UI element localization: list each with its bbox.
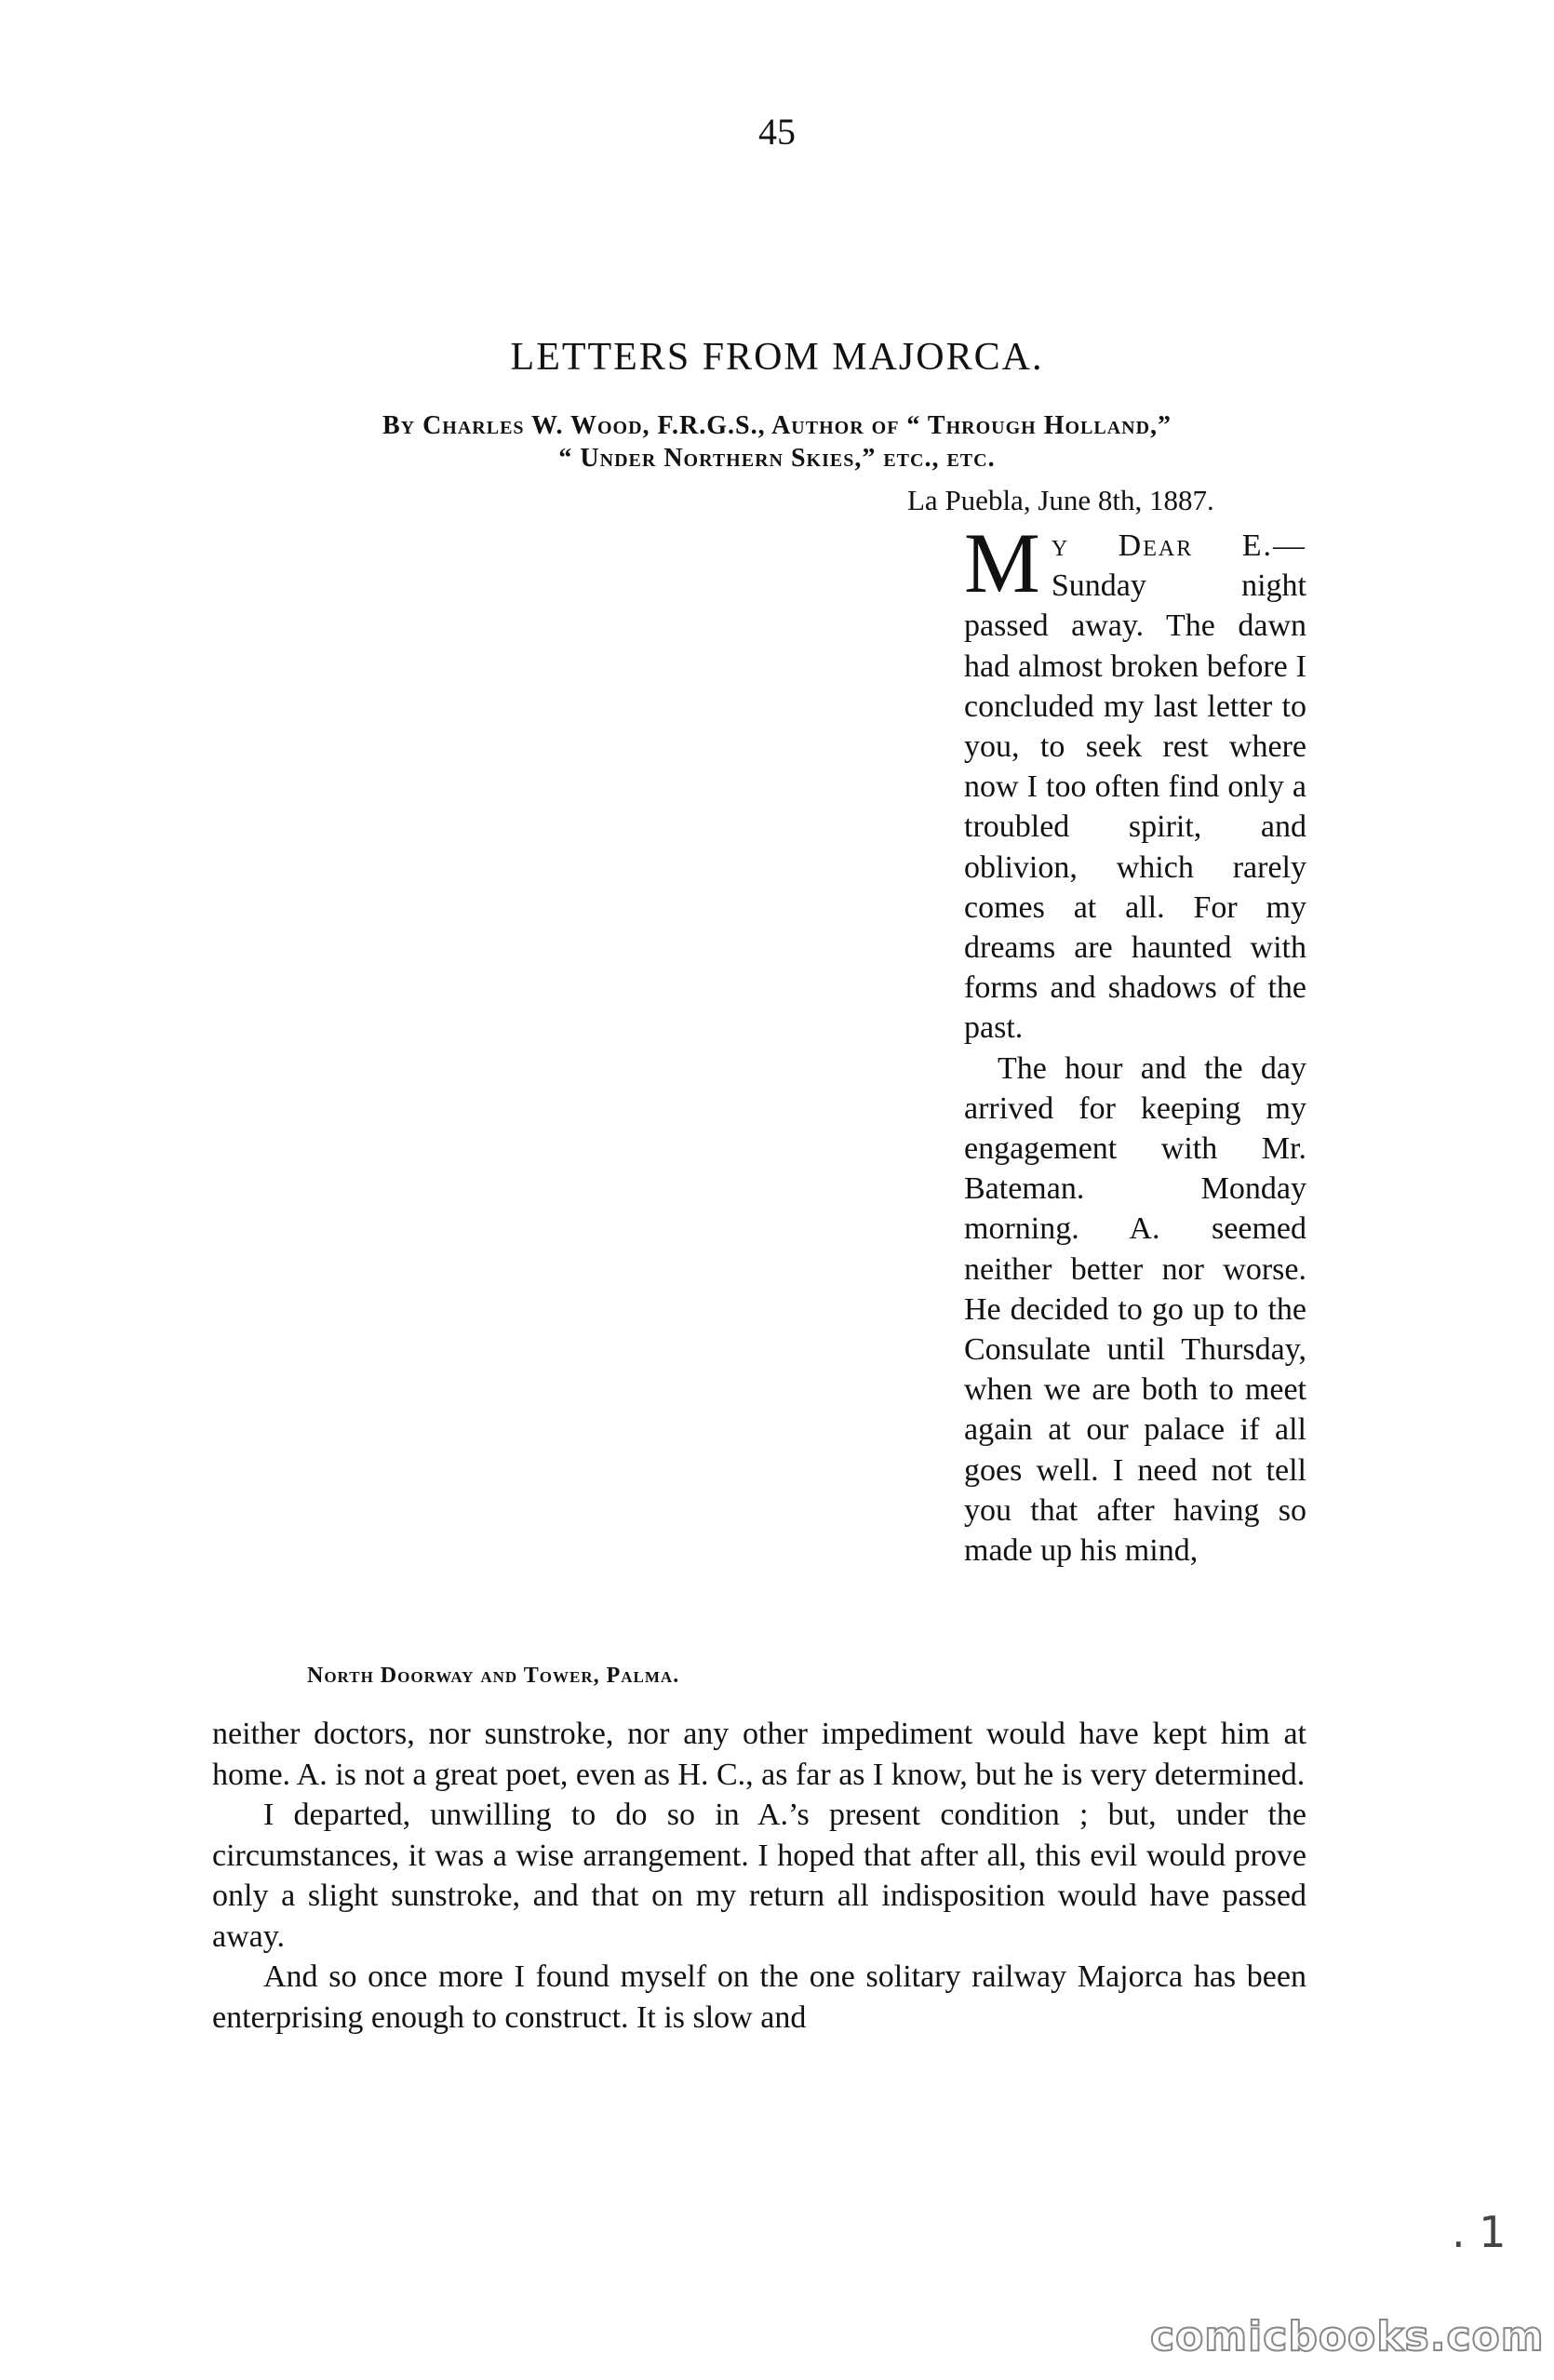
page-number: 45 [758,111,796,153]
corner-mark: . 1 [1452,2207,1507,2257]
paragraph-1 [964,515,1306,1049]
paragraph-2-continued: neither doctors, nor sunstroke, nor any other impediment would have kept him at home. A. is not a great poet, even as H. C., as far as I know, but he is very determined. [212,1717,1306,1792]
paragraph-3: I departed, unwilling to do so in A.’s present condition ; but, under the circumstances, it was a wise arrangement. I hoped that after all, this evil would prove only a slight sunstroke, and that on my return all indisposition would have passed away. [212,1798,1306,1954]
salutation: y Dear E.— [1051,528,1306,563]
article-title: LETTERS FROM MAJORCA. [510,336,1044,379]
byline-line-1: By Charles W. Wood, F.R.G.S., Author of “ Through Holland,” [382,411,1172,440]
byline-line-2: “ Under Northern Skies,” etc., etc. [558,444,996,473]
drop-cap: M [964,515,1040,610]
watermark-logo: comicbooks.com [1150,2313,1545,2360]
dateline: La Puebla, June 8th, 1887. [907,484,1214,516]
paragraph-1-text: Sunday night passed away. The dawn had almost broken before I concluded my last letter to you, to seek rest where now I too often find only a troubled spirit, and oblivion, which rarely comes at all. For my dreams are haunted with forms and shadows of the past. [964,568,1306,1046]
image-caption: North Doorway and Tower, Palma. [307,1664,680,1688]
paragraph-4: And so once more I found myself on the one solitary railway Majorca has been enterprising enough to construct. It is slow and [212,1959,1306,2035]
narrow-text-column [964,515,1306,1571]
full-width-text [212,1714,1306,2038]
paragraph-2: The hour and the day arrived for keeping my engagement with Mr. Bateman. Monday morning. A. seemed neither better nor worse. He decided to go up to the Consulate until Thursday, when we are both to meet again at our palace if all goes well. I need not tell you that after having so made up his mind, [964,1050,1306,1569]
